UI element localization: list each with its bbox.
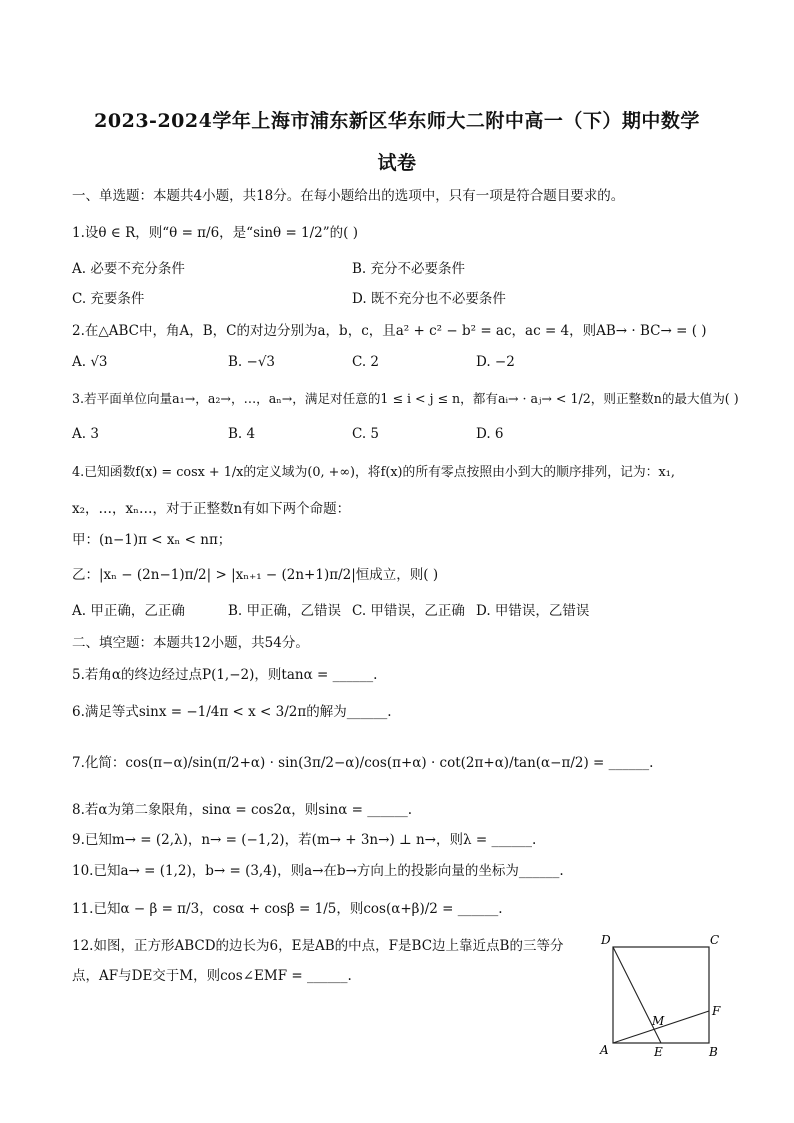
q4-proposition-yi: 乙：|xₙ − (2n−1)π/2| > |xₙ₊₁ − (2n+1)π/2|恒成立，则( ) [72, 567, 439, 583]
q2-option-a: A. √3 [72, 354, 108, 370]
q9-stem: 9.已知m→ = (2,λ)，n→ = (−1,2)，若(m→ + 3n→) ⊥ n→，则λ = ______. [72, 832, 537, 848]
q1-option-d: D. 既不充分也不必要条件 [352, 291, 506, 307]
q1-option-a: A. 必要不充分条件 [72, 261, 185, 277]
label-f: F [712, 1004, 721, 1018]
q3-option-b: B. 4 [228, 426, 256, 442]
q5-stem: 5.若角α的终边经过点P(1,−2)，则tanα = ______. [72, 667, 378, 683]
q4-stem-line2: x₂，…，xₙ…，对于正整数n有如下两个命题： [72, 501, 351, 517]
label-a: A [600, 1043, 609, 1057]
q12-stem-line1: 12.如图，正方形ABCD的边长为6，E是AB的中点，F是BC边上靠近点B的三等分 [72, 938, 564, 954]
q4-option-c: C. 甲错误，乙正确 [352, 603, 465, 619]
label-e: E [654, 1045, 663, 1059]
q4-option-a: A. 甲正确，乙正确 [72, 603, 185, 619]
q1-stem: 1.设θ ∈ R，则“θ = π/6，是“sinθ = 1/2”的( ) [72, 225, 358, 241]
q4-proposition-jia: 甲：(n−1)π < xₙ < nπ； [72, 532, 232, 548]
segment-de [613, 947, 661, 1043]
q8-stem: 8.若α为第二象限角，sinα = cos2α，则sinα = ______. [72, 802, 413, 818]
q2-stem: 2.在△ABC中，角A，B，C的对边分别为a，b，c，且a² + c² − b² = ac，ac = 4，则AB→ · BC→ = ( ) [72, 323, 707, 339]
q1-option-c: C. 充要条件 [72, 291, 145, 307]
q2-option-c: C. 2 [352, 354, 380, 370]
q2-option-d: D. −2 [476, 354, 515, 370]
q2-option-b: B. −√3 [228, 354, 276, 370]
q1-option-b: B. 充分不必要条件 [352, 261, 466, 277]
q3-option-a: A. 3 [72, 426, 99, 442]
label-b: B [709, 1045, 718, 1059]
q3-option-d: D. 6 [476, 426, 504, 442]
q7-stem: 7.化简：cos(π−α)/sin(π/2+α) · sin(3π/2−α)/cos(π+α) · cot(2π+α)/tan(α−π/2) = ______. [72, 755, 654, 771]
q4-option-b: B. 甲正确，乙错误 [228, 603, 342, 619]
exam-title-line1: 2023-2024学年上海市浦东新区华东师大二附中高一（下）期中数学 [94, 110, 700, 132]
label-c: C [710, 933, 720, 947]
label-m: M [652, 1014, 665, 1028]
q3-option-c: C. 5 [352, 426, 380, 442]
q12-stem-line2: 点，AF与DE交于M，则cos∠EMF = ______. [72, 968, 352, 984]
q3-stem: 3.若平面单位向量a₁→，a₂→，…，aₙ→，满足对任意的1 ≤ i < j ≤ n，都有aᵢ→ · aⱼ→ < 1/2，则正整数n的最大值为( ) [72, 391, 739, 406]
q4-stem-line1: 4.已知函数f(x) = cosx + 1/x的定义域为(0, +∞)，将f(x)的所有零点按照由小到大的顺序排列，记为：x₁, [72, 465, 675, 480]
square-figure [595, 932, 730, 1057]
section1-heading: 一、单选题：本题共4小题，共18分。在每小题给出的选项中，只有一项是符合题目要求的。 [72, 188, 625, 204]
q6-stem: 6.满足等式sinx = −1/4π < x < 3/2π的解为______. [72, 704, 392, 720]
q4-option-d: D. 甲错误，乙错误 [476, 603, 590, 619]
section2-heading: 二、填空题：本题共12小题，共54分。 [72, 635, 309, 651]
exam-title-line2: 试卷 [377, 152, 417, 174]
square-figure-svg [595, 932, 730, 1057]
label-d: D [601, 933, 611, 947]
square-abcd [613, 947, 709, 1043]
q10-stem: 10.已知a→ = (1,2)，b→ = (3,4)，则a→在b→方向上的投影向量的坐标为______. [72, 863, 564, 879]
q11-stem: 11.已知α − β = π/3，cosα + cosβ = 1/5，则cos(α+β)/2 = ______. [72, 901, 503, 917]
